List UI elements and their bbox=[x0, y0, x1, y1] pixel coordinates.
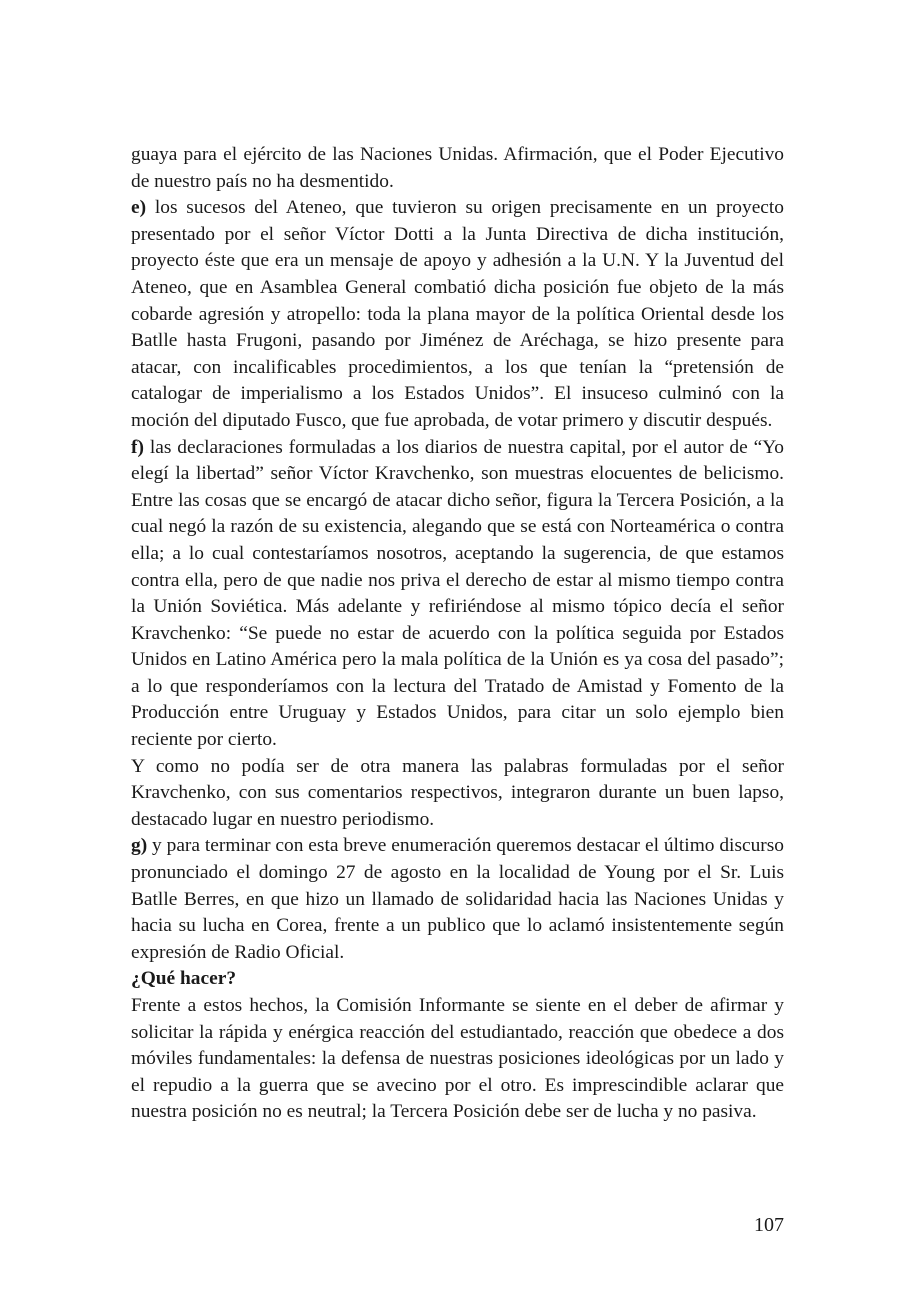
paragraph-text: las declaraciones formuladas a los diarios de nuestra capital, por el autor de “Yo elegí la libertad” señor Víctor Kravchenko, son muestras elocuentes de belicismo. Entre las cosas que se encargó de atacar dicho señor, figura la Tercera Posición, a la cual negó la razón de su existencia, alegando que se está con Norteamérica o contra ella; a lo cual contestaríamos nosotros, aceptando la sugerencia, de que estamos contra ella, pero de que nadie nos priva el derecho de estar al mismo tiempo contra la Unión Soviética. Más adelante y refiriéndose al mismo tópico decía el señor Kravchenko: “Se puede no estar de acuerdo con la política seguida por Estados Unidos en Latino América pero la mala política de la Unión es ya cosa del pasado”; a lo que responderíamos con la lectura del Tratado de Amistad y Fomento de la Producción entre Uruguay y Estados Unidos, para citar un solo ejemplo bien reciente por cierto. bbox=[131, 436, 784, 751]
item-marker-f: f) bbox=[131, 436, 144, 458]
body-text bbox=[131, 142, 784, 1126]
item-marker-g: g) bbox=[131, 835, 148, 857]
paragraph-text: y para terminar con esta breve enumeración queremos destacar el último discurso pronunciado el domingo 27 de agosto en la localidad de Young por el Sr. Luis Batlle Berres, en que hizo un llamado de solidaridad hacia las Naciones Unidas y hacia su lucha en Corea, frente a un publico que lo aclamó insistentemente según expresión de Radio Oficial. bbox=[131, 835, 784, 963]
page-number: 107 bbox=[754, 1214, 784, 1236]
item-marker-e: e) bbox=[131, 197, 147, 219]
paragraph-text: los sucesos del Ateneo, que tuvieron su origen precisamente en un proyecto presentado por el señor Víctor Dotti a la Junta Directiva de dicha institución, proyecto éste que era un mensaje de apoyo y adhesión a la U.N. Y la Juventud del Ateneo, que en Asamblea General combatió dicha posición fue objeto de la más cobarde agresión y atropello: toda la plana mayor de la política Oriental desde los Batlle hasta Frugoni, pasando por Jiménez de Aréchaga, se hizo presente para atacar, con incalificables procedimientos, a los que tenían la “pretensión de catalogar de imperialismo a los Estados Unidos”. El insuceso culminó con la moción del diputado Fusco, que fue aprobada, de votar primero y discutir después. bbox=[131, 197, 784, 431]
paragraph-text: Y como no podía ser de otra manera las palabras formuladas por el señor Kravchenko, con sus comentarios respectivos, integraron durante un buen lapso, destacado lugar en nuestro periodismo. bbox=[131, 755, 784, 830]
paragraph-continuation bbox=[131, 142, 784, 195]
paragraph-item-f bbox=[131, 435, 784, 754]
closing-paragraph: Frente a estos hechos, la Comisión Informante se siente en el deber de afirmar y solicitar la rápida y enérgica reacción del estudiantado, reacción que obedece a dos móviles fundamentales: la defensa de nuestras posiciones ideológicas por un lado y el repudio a la guerra que se avecino por el otro. Es imprescindible aclarar que nuestra posición no es neutral; la Tercera Posición debe ser de lucha y no pasiva. bbox=[131, 995, 784, 1123]
paragraph-item-e bbox=[131, 195, 784, 434]
paragraph-kravchenko-press bbox=[131, 754, 784, 834]
paragraph-item-g bbox=[131, 833, 784, 966]
paragraph-text: guaya para el ejército de las Naciones Unidas. Afirmación, que el Poder Ejecutivo de nuestro país no ha desmentido. bbox=[131, 144, 784, 192]
section-heading: ¿Qué hacer? bbox=[131, 968, 237, 990]
